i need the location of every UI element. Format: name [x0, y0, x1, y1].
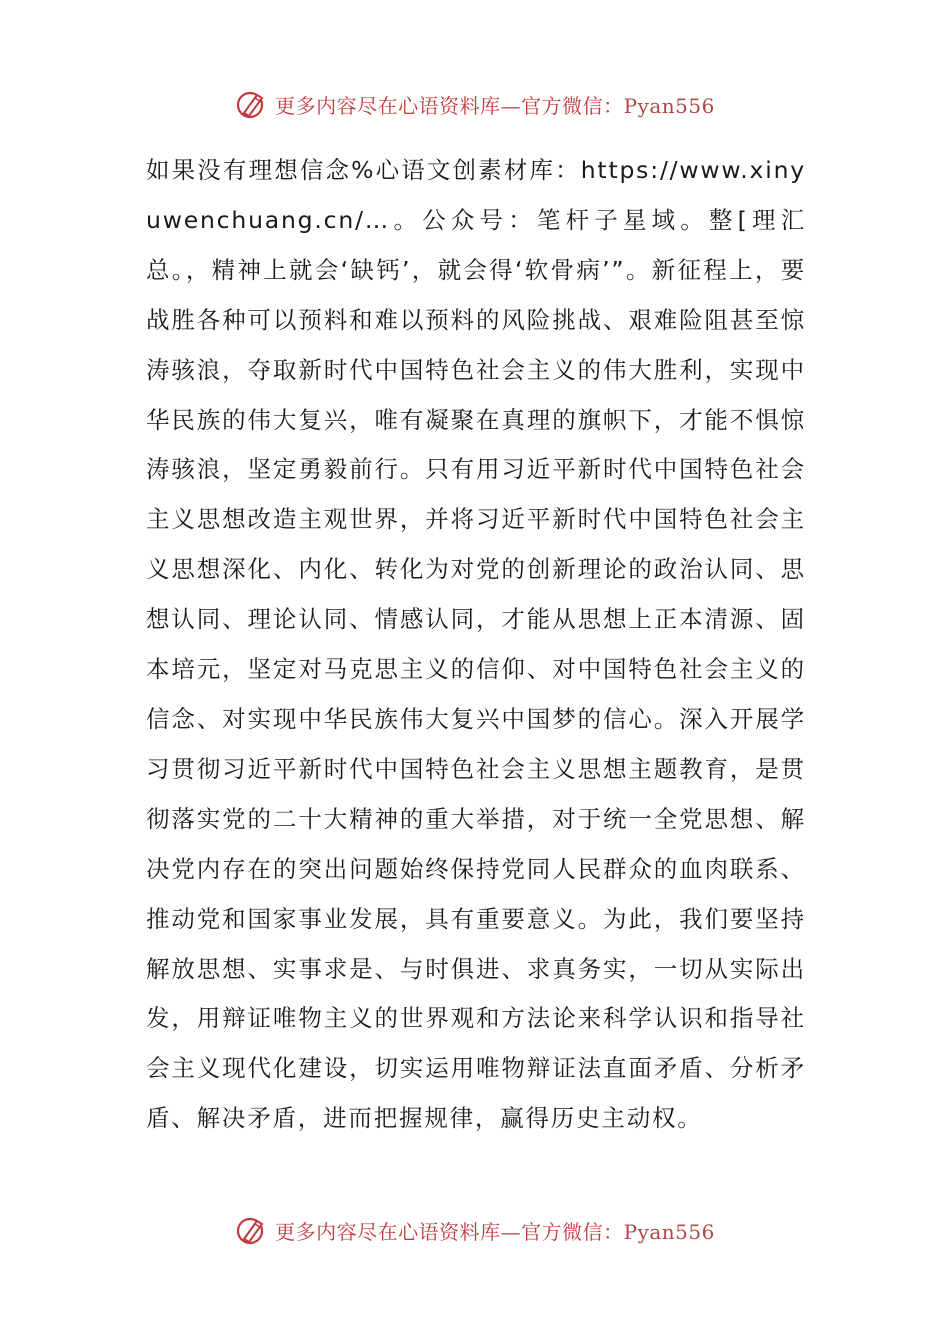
body-paragraph: 如果没有理想信念%心语文创素材库：https://www.xinyuwenchuang.cn/…。公众号：笔杆子星域。整[理汇总。，精神上就会‘缺钙’，就会得‘软骨病’”。新征程上，要战胜各种可以预料和难以预料的风险挑战、艰难险阻甚至惊涛骇浪，夺取新时代中国特色社会主义的伟大胜利，实现中华民族的伟大复兴，唯有凝聚在真理的旗帜下，才能不惧惊涛骇浪，坚定勇毅前行。只有用习近平新时代中国特色社会主义思想改造主观世界，并将习近平新时代中国特色社会主义思想深化、内化、转化为对党的创新理论的政治认同、思想认同、理论认同、情感认同，才能从思想上正本清源、固本培元，坚定对马克思主义的信仰、对中国特色社会主义的信念、对实现中华民族伟大复兴中国梦的信心。深入开展学习贯彻习近平新时代中国特色社会主义思想主题教育，是贯彻落实党的二十大精神的重大举措，对于统一全党思想、解决党内存在的突出问题始终保持党同人民群众的血肉联系、推动党和国家事业发展，具有重要意义。为此，我们要坚持解放思想、实事求是、与时俱进、求真务实，一切从实际出发，用辩证唯物主义的世界观和方法论来科学认识和指导社会主义现代化建设，切实运用唯物辩证法直面矛盾、分析矛盾、解决矛盾，进而把握规律，赢得历史主动权。: [146, 156, 806, 1133]
footer-banner: [0, 1210, 950, 1250]
wechat-id: Pyan556: [623, 93, 715, 118]
pen-circle-logo-icon: [235, 1213, 269, 1247]
banner-text: 更多内容尽在心语资料库—官方微信：Pyan556: [275, 93, 715, 118]
banner-text: 更多内容尽在心语资料库—官方微信：Pyan556: [275, 1219, 715, 1244]
pen-circle-logo-icon: [235, 87, 269, 121]
wechat-id: Pyan556: [623, 1219, 715, 1244]
header-banner: [0, 84, 950, 124]
